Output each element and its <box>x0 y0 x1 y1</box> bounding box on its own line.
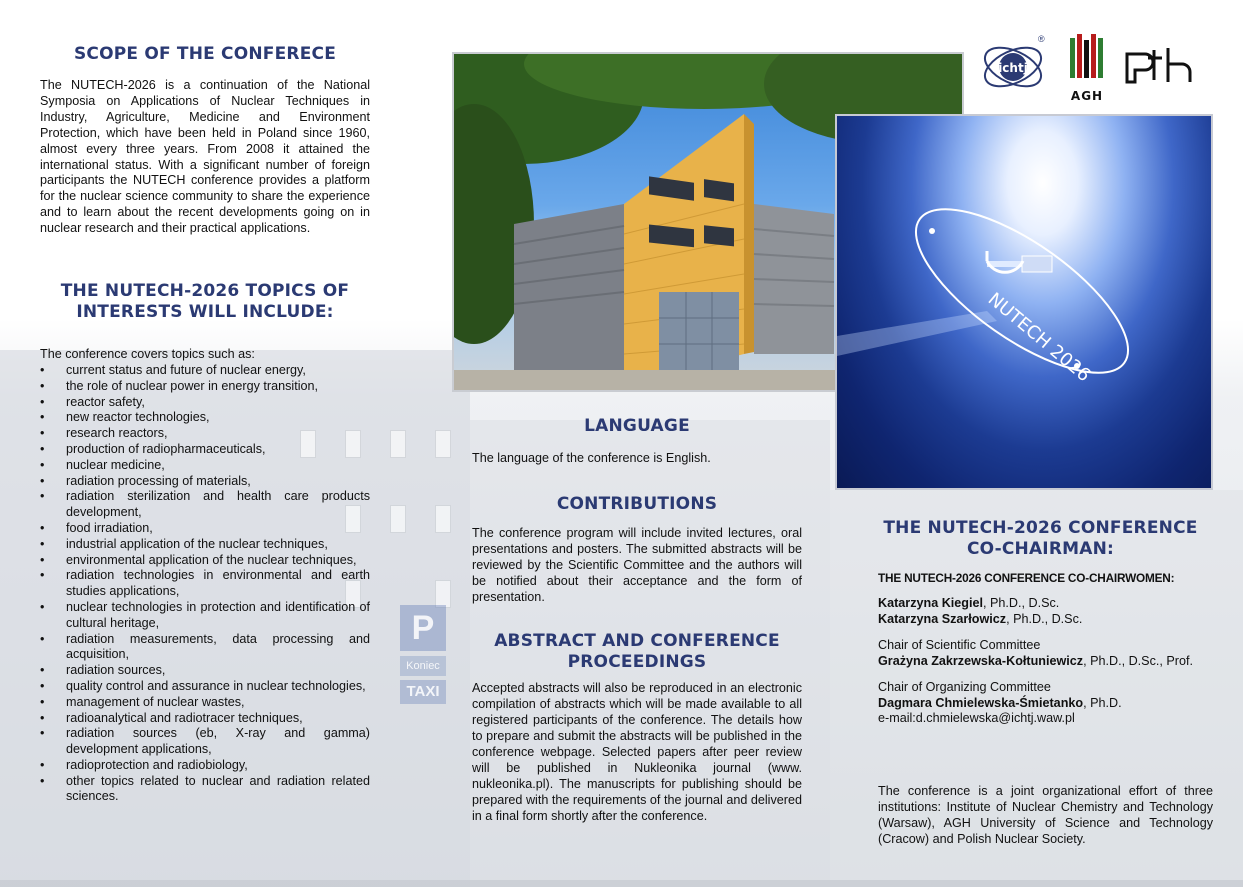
organizing-chair <box>878 696 1213 712</box>
chairs-heading-line1: THE NUTECH-2026 CONFERENCE <box>883 518 1198 538</box>
cochair-2 <box>878 612 1213 628</box>
topic-item: • radiation sterilization and health care products development, <box>40 489 370 521</box>
abstracts-heading <box>472 631 802 673</box>
scientific-chair-name: Grażyna Zakrzewska-Kołtuniewicz <box>878 653 1084 668</box>
language-text: The language of the conference is English. <box>472 451 711 465</box>
topic-item: • management of nuclear wastes, <box>40 695 370 711</box>
left-column <box>40 44 370 805</box>
contributions-heading: CONTRIBUTIONS <box>556 493 718 514</box>
topics-heading-line2: INTERESTS WILL INCLUDE: <box>76 302 334 323</box>
topic-item: • nuclear medicine, <box>40 458 370 474</box>
scientific-chair-degree: , Ph.D., D.Sc., Prof. <box>1083 653 1193 668</box>
parking-sign: P <box>400 605 446 651</box>
language-heading: LANGUAGE <box>584 416 690 436</box>
topic-item: • radiation technologies in environmental and earth studies applications, <box>40 568 370 600</box>
cochair-2-name: Katarzyna Szarłowicz <box>878 611 1007 626</box>
topic-item: • radiation processing of materials, <box>40 474 370 490</box>
topic-item: • research reactors, <box>40 426 370 442</box>
organizing-chair-name: Dagmara Chmielewska-Śmietanko <box>878 695 1084 710</box>
scope-text: The NUTECH-2026 is a continuation of the National Symposia on Applications of Nuclear Techniques in Industry, Agriculture, Medicine and Environment Protection, which have been held in Poland since 1960, almost every three years. From 2008 it attained the international status. With a significant number of foreign participants the NUTECH conference provides a platform for the nuclear science community to share the experience and to learn about the recent developments going on in nuclear research and their practical applications. <box>40 78 370 236</box>
topic-item: • new reactor technologies, <box>40 410 370 426</box>
cochairwomen-label: THE NUTECH-2026 CONFERENCE CO-CHAIRWOMEN: <box>878 571 1175 585</box>
right-column <box>878 518 1213 848</box>
joint-text: The conference is a joint organizational effort of three institutions: Institute of Nuclear Chemistry and Technology (Warsaw), AGH University of Science and Technology (Cracow) and Polish Nuclear Society. <box>878 784 1213 847</box>
organizing-chair-degree: , Ph.D. <box>1083 695 1122 710</box>
topic-item: • current status and future of nuclear energy, <box>40 363 370 379</box>
topic-item: • other topics related to nuclear and radiation related sciences. <box>40 774 370 806</box>
scope-heading: SCOPE OF THE CONFERECE <box>73 44 337 64</box>
topic-item: • radioanalytical and radiotracer techniques, <box>40 711 370 727</box>
registered-mark: ® <box>1038 34 1045 44</box>
topic-item: • industrial application of the nuclear techniques, <box>40 537 370 553</box>
topics-intro: The conference covers topics such as: <box>40 347 255 362</box>
topic-item: • food irradiation, <box>40 521 370 537</box>
topic-item: • radiation measurements, data processing and acquisition, <box>40 632 370 664</box>
scientific-chair-label: Chair of Scientific Committee <box>878 637 1041 652</box>
cochair-1-degree: , Ph.D., D.Sc. <box>983 596 1060 610</box>
abstracts-heading-line2: PROCEEDINGS <box>567 652 707 673</box>
nutech-emblem-image <box>835 114 1213 490</box>
abstracts-heading-line1: ABSTRACT AND CONFERENCE <box>494 631 780 652</box>
koniec-sign: Koniec <box>400 656 446 676</box>
topic-item: • reactor safety, <box>40 395 370 411</box>
topic-item: • radiation sources, <box>40 663 370 679</box>
agh-logo-text: AGH <box>1070 89 1104 103</box>
topic-item: • the role of nuclear power in energy transition, <box>40 379 370 395</box>
topics-list <box>40 363 370 805</box>
chairs-heading <box>868 518 1213 560</box>
logo-ptn <box>1124 46 1196 86</box>
topic-item: • environmental application of the nuclear techniques, <box>40 553 370 569</box>
middle-column <box>472 416 802 825</box>
scientific-chair <box>878 654 1213 670</box>
topic-item: • quality control and assurance in nuclear technologies, <box>40 679 370 695</box>
taxi-sign: TAXI <box>400 680 446 704</box>
cochair-1-name: Katarzyna Kiegiel <box>878 596 983 610</box>
cochair-1 <box>878 596 1213 612</box>
organizing-email[interactable]: e-mail:d.chmielewska@ichtj.waw.pl <box>878 711 1075 726</box>
topics-heading <box>40 281 370 323</box>
topic-item: • production of radiopharmaceuticals, <box>40 442 370 458</box>
cochair-2-degree: , Ph.D., D.Sc. <box>1006 611 1083 626</box>
abstracts-text: Accepted abstracts will also be reproduced in an electronic compilation of abstracts which will be made available to all registered participants of the conference. The details how to prepare and submit the abstracts will be published in the conference webpage. Selected papers after peer review will be published in Nukleonika journal (www. nukleonika.pl). The manuscripts for publishing should be prepared with the requirements of the journal and delivered in a final form shortly after the conference. <box>472 681 802 823</box>
emblem-text: NUTECH 2026 <box>983 288 1095 387</box>
topics-heading-line1: THE NUTECH-2026 TOPICS OF <box>60 281 350 302</box>
chairs-heading-line2: CO-CHAIRMAN: <box>966 539 1115 559</box>
topic-item: • nuclear technologies in protection and identification of cultural heritage, <box>40 600 370 632</box>
contributions-text: The conference program will include invited lectures, oral presentations and posters. The submitted abstracts will be reviewed by the Scientific Committee and the authors will be notified about their acceptance and the form of presentation. <box>472 525 802 604</box>
logo-agh <box>1066 34 1108 103</box>
ichtj-logo-text: ichtj <box>998 61 1028 75</box>
topic-item: • radiation sources (eb, X-ray and gamma) development applications, <box>40 726 370 758</box>
topic-item: • radioprotection and radiobiology, <box>40 758 370 774</box>
logo-ichtj <box>980 34 1046 96</box>
organizing-chair-label: Chair of Organizing Committee <box>878 679 1051 694</box>
